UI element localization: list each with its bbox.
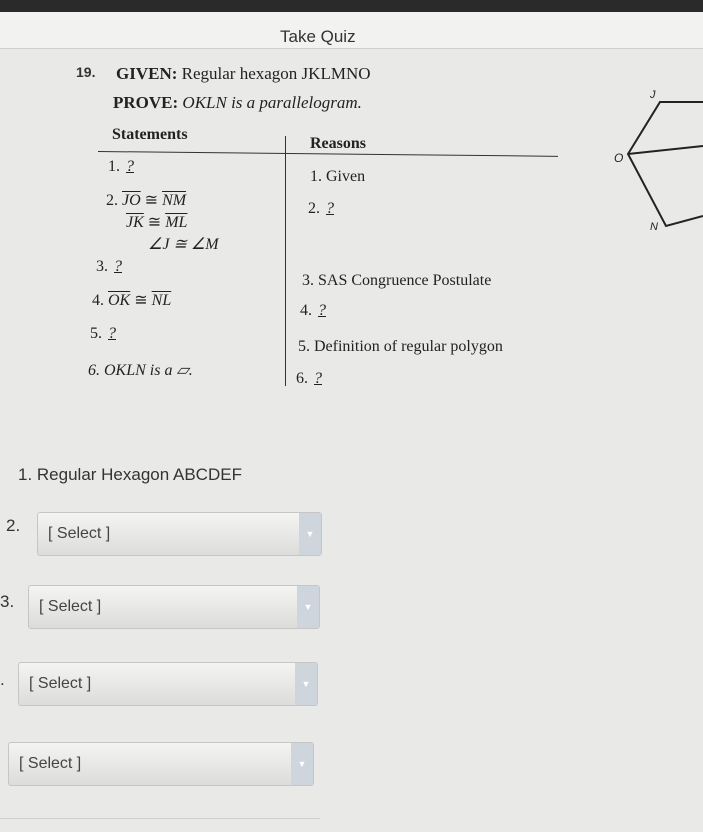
- given-line: [116, 64, 371, 84]
- answer-1-text: 1. Regular Hexagon ABCDEF: [18, 465, 242, 484]
- prove-line: [113, 93, 362, 113]
- statement-3-blank: ?: [114, 258, 122, 275]
- segment-nl: $\overline{NL}$: [151, 292, 172, 309]
- segment-nm: $\overline{NM}$: [162, 192, 187, 209]
- answer-2-number: 2.: [6, 516, 21, 535]
- vertex-label-j: J: [650, 89, 656, 101]
- statement-2-number: 2.: [106, 192, 118, 209]
- chevron-down-icon: ▼: [297, 586, 319, 628]
- page-title: Take Quiz: [280, 27, 356, 46]
- reason-6-blank: ?: [314, 370, 322, 387]
- prove-label: PROVE:: [113, 93, 179, 112]
- prove-text: OKLN is a parallelogram.: [182, 93, 362, 112]
- reason-3: 3. SAS Congruence Postulate: [302, 272, 492, 289]
- given-text: Regular hexagon JKLMNO: [181, 64, 371, 83]
- answer-3-number: 3.: [0, 592, 15, 611]
- statement-2b: $\overline{JK}$ ≅ $\overline{ML}$: [126, 214, 188, 231]
- answer-4-select-text: [ Select ]: [29, 675, 92, 692]
- answer-2-select-text: [ Select ]: [48, 525, 111, 542]
- statement-5-number: 5.: [90, 325, 102, 342]
- chevron-down-icon: ▼: [295, 663, 317, 705]
- reason-5: 5. Definition of regular polygon: [298, 338, 503, 355]
- statement-5: [90, 325, 126, 343]
- statement-4: 4. $\overline{OK}$ ≅ $\overline{NL}$: [92, 292, 172, 309]
- chevron-down-icon: ▼: [299, 513, 321, 555]
- statement-2a: 2. $\overline{JO}$ ≅ $\overline{NM}$: [106, 192, 187, 209]
- given-label: GIVEN:: [116, 64, 178, 83]
- statements-header: Statements: [112, 126, 188, 143]
- table-column-divider: [285, 136, 286, 386]
- reason-4: [300, 302, 336, 320]
- statement-6: 6. OKLN is a ▱.: [88, 362, 193, 379]
- diagonal-ok: [628, 146, 703, 154]
- statement-1-blank: ?: [126, 158, 134, 175]
- answer-3-select[interactable]: [28, 585, 320, 629]
- answer-5-select[interactable]: [8, 742, 314, 786]
- bottom-divider: [0, 818, 320, 819]
- hexagon-figure: [600, 80, 703, 240]
- answer-2-select[interactable]: [37, 512, 322, 556]
- statement-5-blank: ?: [108, 325, 116, 342]
- reason-4-blank: ?: [318, 302, 326, 319]
- question-number: 19.: [76, 64, 96, 80]
- answer-4-select[interactable]: [18, 662, 318, 706]
- statement-3: [96, 258, 132, 276]
- segment-jo: $\overline{JO}$: [122, 192, 141, 209]
- answer-3-select-text: [ Select ]: [39, 598, 102, 615]
- statement-2c: ∠J ≅ ∠M: [148, 236, 219, 253]
- reasons-header: Reasons: [310, 135, 367, 152]
- answer-4-number: .: [0, 670, 5, 689]
- vertex-label-o: O: [614, 151, 624, 165]
- reason-2-number: 2.: [308, 200, 320, 217]
- reason-2-blank: ?: [326, 200, 334, 217]
- reason-6-number: 6.: [296, 370, 308, 387]
- statement-4-number: 4.: [92, 292, 104, 309]
- top-dark-bar: [0, 0, 703, 12]
- reason-1: 1. Given: [310, 168, 366, 185]
- chevron-down-icon: ▼: [291, 743, 313, 785]
- reason-2: [308, 200, 344, 218]
- statement-3-number: 3.: [96, 258, 108, 275]
- reason-6: [296, 370, 332, 388]
- statement-1-number: 1.: [108, 158, 120, 175]
- header-divider: [0, 48, 703, 49]
- statement-1: [108, 158, 144, 176]
- segment-ml: $\overline{ML}$: [165, 214, 188, 231]
- vertex-label-n: N: [650, 221, 658, 233]
- segment-jk: $\overline{JK}$: [126, 214, 144, 231]
- answer-5-select-text: [ Select ]: [19, 755, 82, 772]
- hexagon-edges: [628, 102, 703, 226]
- segment-ok: $\overline{OK}$: [108, 292, 131, 309]
- reason-4-number: 4.: [300, 302, 312, 319]
